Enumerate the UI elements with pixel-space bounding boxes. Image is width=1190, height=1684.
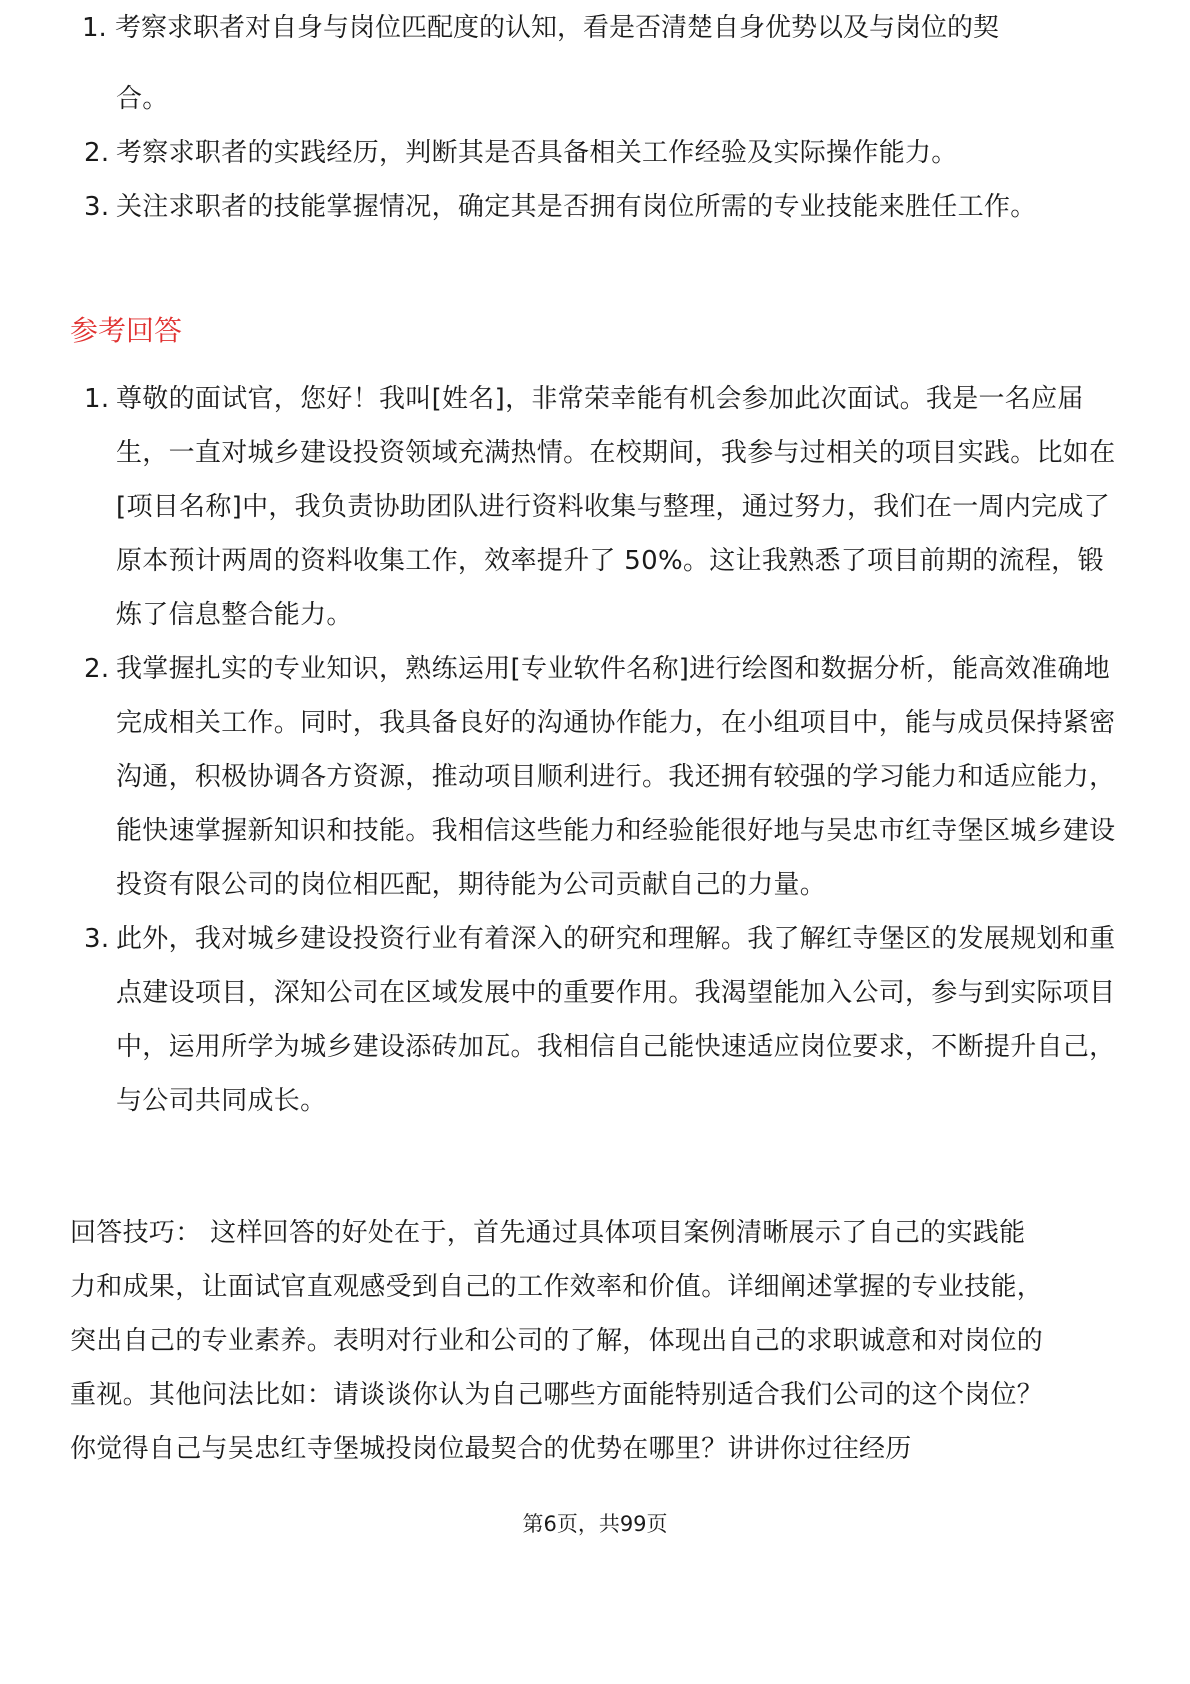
list-item	[70, 372, 1120, 642]
list-item-number: 2.	[84, 138, 110, 168]
page-number-footer: 第6页，共99页	[522, 1512, 668, 1536]
list-item	[70, 180, 1120, 234]
list-item-text: 此外，我对城乡建设投资行业有着深入的研究和理解。我了解红寺堡区的发展规划和重点建设项目，深知公司在区域发展中的重要作用。我渴望能加入公司，参与到实际项目中，运用所学为城乡建设添砖加瓦。我相信自己能快速适应岗位要求，不断提升自己，与公司共同成长。	[116, 924, 1116, 1116]
cut-off-line	[115, 13, 1090, 58]
section-title: 参考回答	[70, 314, 183, 347]
list-item-number: 2.	[84, 654, 110, 684]
cut-off-line-text: 考察求职者对自身与岗位匹配度的认知，看是否清楚自身优势以及与岗位的契	[115, 13, 1000, 43]
list-item	[70, 72, 1120, 126]
question-focus-list	[70, 72, 1120, 234]
list-item-text: 尊敬的面试官，您好！我叫[姓名]，非常荣幸能有机会参加此次面试。我是一名应届生，一直对城乡建设投资领域充满热情。在校期间，我参与过相关的项目实践。比如在[项目名称]中，我负责协助团队进行资料收集与整理，通过努力，我们在一周内完成了原本预计两周的资料收集工作，效率提升了 50%。这让我熟悉了项目前期的流程，锻炼了信息整合能力。	[116, 384, 1116, 630]
list-item	[70, 126, 1120, 180]
list-item-text: 关注求职者的技能掌握情况，确定其是否拥有岗位所需的专业技能来胜任工作。	[116, 192, 1037, 222]
list-item-number: 3.	[84, 192, 110, 222]
reference-answer-list	[70, 372, 1120, 1128]
list-item	[70, 642, 1120, 912]
cut-item-number-text: 1.	[82, 13, 107, 43]
list-item-text: 考察求职者的实践经历，判断其是否具备相关工作经验及实际操作能力。	[116, 138, 958, 168]
list-item-text: 我掌握扎实的专业知识，熟练运用[专业软件名称]进行绘图和数据分析，能高效准确地完成相关工作。同时，我具备良好的沟通协作能力，在小组项目中，能与成员保持紧密沟通，积极协调各方资源，推动项目顺利进行。我还拥有较强的学习能力和适应能力，能快速掌握新知识和技能。我相信这些能力和经验能很好地与吴忠市红寺堡区城乡建设投资有限公司的岗位相匹配，期待能为公司贡献自己的力量。	[116, 654, 1116, 900]
cut-item-number	[82, 13, 112, 58]
list-item	[70, 912, 1120, 1128]
list-item-number: 1.	[84, 384, 110, 414]
list-item-number: 3.	[84, 924, 110, 954]
answer-tips-paragraph: 回答技巧： 这样回答的好处在于，首先通过具体项目案例清晰展示了自己的实践能力和成果，让面试官直观感受到自己的工作效率和价值。详细阐述掌握的专业技能，突出自己的专业素养。表明对行业和公司的了解，体现出自己的求职诚意和对岗位的重视。其他问法比如：请谈谈你认为自己哪些方面能特别适合我们公司的这个岗位？你觉得自己与吴忠红寺堡城投岗位最契合的优势在哪里？讲讲你过往经历	[70, 1218, 1044, 1464]
list-item-text: 合。	[116, 84, 169, 114]
